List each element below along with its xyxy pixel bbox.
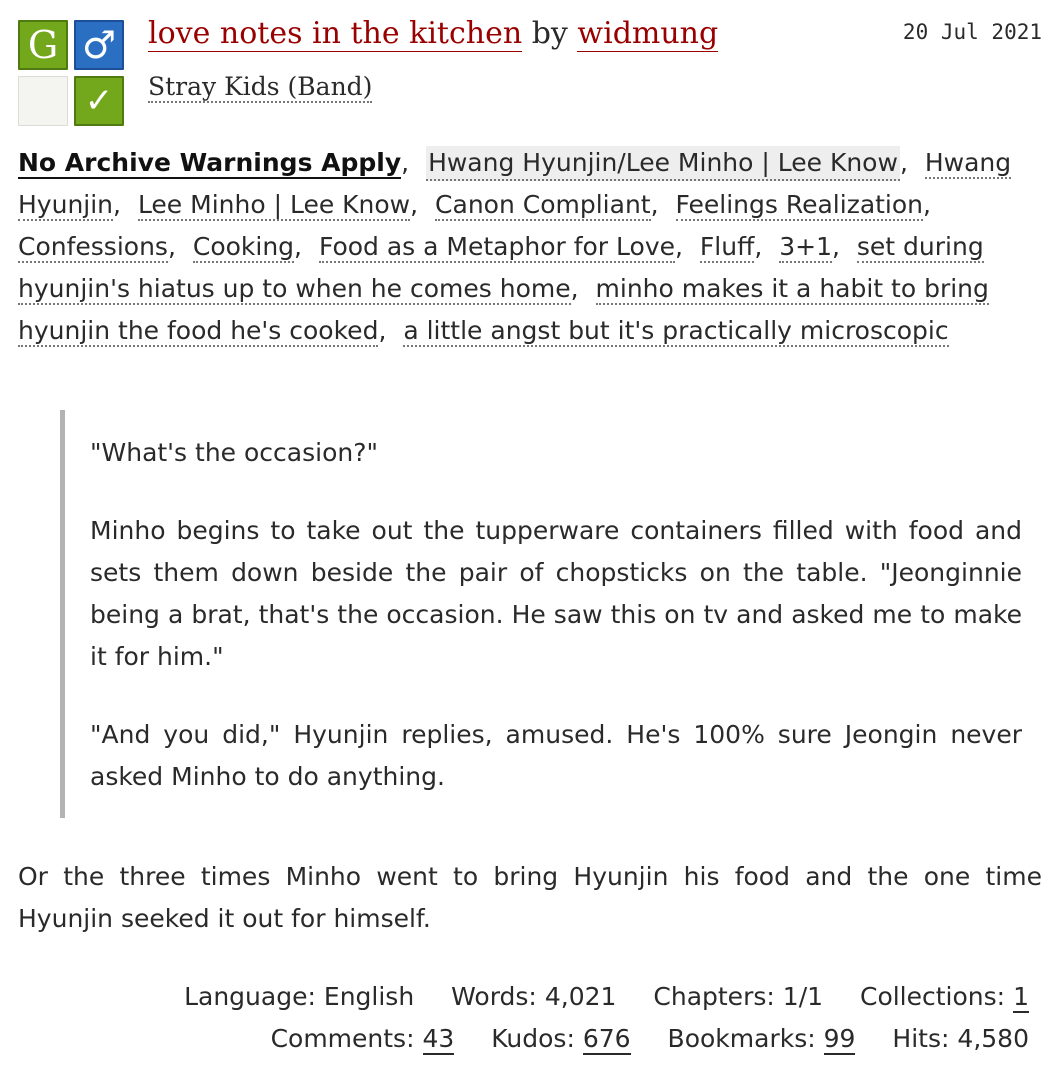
work-title-link[interactable]: love notes in the kitchen: [148, 16, 523, 51]
summary-paragraph: "And you did," Hyunjin replies, amused. He's 100% sure Jeongin never asked Minho to do anything.: [90, 720, 1022, 791]
fandom-link[interactable]: Stray Kids (Band): [148, 72, 373, 101]
tag-item: Lee Minho | Lee Know,: [137, 190, 419, 219]
fandom-tag: [148, 72, 372, 101]
m-m-category-icon[interactable]: ♂: [74, 20, 124, 70]
no-warnings-icon[interactable]: [18, 76, 68, 126]
stat-label: Hits:: [892, 1024, 950, 1053]
stat-words: [451, 982, 616, 1011]
stat-collections: [860, 982, 1029, 1011]
stat-label: Collections:: [859, 982, 1006, 1011]
freeform-tag[interactable]: Food as a Metaphor for Love: [318, 232, 675, 261]
tag-item: minho makes it a habit to bring hyunjin the food he's cooked,: [18, 274, 989, 345]
publish-date: 20 Jul 2021: [902, 20, 1042, 44]
freeform-tag[interactable]: a little angst but it's practically microscopic: [403, 316, 949, 345]
stat-value: 4,021: [544, 982, 617, 1011]
comments-link[interactable]: 43: [422, 1024, 455, 1053]
tag-item: 3+1,: [779, 232, 840, 261]
character-tag[interactable]: Hwang Hyunjin: [18, 148, 1012, 219]
freeform-tag[interactable]: Fluff: [699, 232, 755, 261]
summary-paragraph: "What's the occasion?": [90, 438, 378, 467]
summary-paragraph: Minho begins to take out the tupperware containers filled with food and sets them down beside the pair of chopsticks on the table. "Jeonginnie being a brat, that's the occasion. He saw this on tv and asked me to make it for him.": [90, 516, 1022, 671]
stat-bookmarks: [668, 1024, 856, 1053]
work-summary: [60, 410, 1022, 818]
tag-item: Hwang Hyunjin,: [18, 148, 1012, 219]
stat-chapters: [653, 982, 823, 1011]
work-header: [0, 0, 1062, 130]
tag-item: No Archive Warnings Apply,: [18, 148, 410, 177]
stat-label: Words:: [451, 982, 537, 1011]
stat-label: Bookmarks:: [667, 1024, 816, 1053]
tag-item: Cooking,: [192, 232, 302, 261]
bookmarks-link[interactable]: 99: [823, 1024, 856, 1053]
stat-language: [184, 982, 414, 1011]
freeform-tag[interactable]: Confessions: [18, 232, 168, 261]
tag-item: Feelings Realization,: [675, 190, 931, 219]
stat-value: English: [323, 982, 415, 1011]
work-notes: Or the three times Minho went to bring Hyunjin his food and the one time Hyunjin seeked it out for himself.: [18, 862, 1042, 933]
tag-item: Canon Compliant,: [435, 190, 659, 219]
tag-item: [403, 316, 948, 347]
tag-item: set during hyunjin's hiatus up to when he comes home,: [18, 232, 984, 303]
by-label: by: [531, 16, 568, 51]
warning-tag[interactable]: No Archive Warnings Apply: [18, 148, 402, 177]
freeform-tag[interactable]: Canon Compliant: [435, 190, 651, 219]
freeform-tag[interactable]: 3+1: [779, 232, 832, 261]
freeform-tag[interactable]: Cooking: [192, 232, 295, 261]
tag-item: Confessions,: [18, 232, 176, 261]
stat-value: 4,580: [957, 1024, 1029, 1053]
author-link[interactable]: widmung: [577, 16, 719, 51]
stat-comments: [271, 1024, 455, 1053]
stat-label: Kudos:: [491, 1024, 575, 1053]
tag-item: Food as a Metaphor for Love,: [318, 232, 683, 261]
character-tag[interactable]: Lee Minho | Lee Know: [137, 190, 411, 219]
freeform-tag[interactable]: set during hyunjin's hiatus up to when he comes home: [18, 232, 984, 303]
complete-work-icon[interactable]: ✓: [74, 76, 124, 126]
stat-kudos: [491, 1024, 630, 1053]
work-stats: [29, 976, 1029, 1060]
stat-value: 1/1: [782, 982, 824, 1011]
relationship-tag[interactable]: Hwang Hyunjin/Lee Minho | Lee Know: [426, 146, 900, 181]
freeform-tag[interactable]: minho makes it a habit to bring hyunjin the food he's cooked: [18, 274, 989, 345]
tag-item: Hwang Hyunjin/Lee Minho | Lee Know,: [426, 148, 917, 177]
tag-item: Fluff,: [699, 232, 763, 261]
work-heading: [148, 16, 718, 51]
required-tags-icons: [18, 20, 126, 128]
collections-link[interactable]: 1: [1013, 982, 1029, 1011]
kudos-link[interactable]: 676: [582, 1024, 631, 1053]
general-audiences-icon[interactable]: G: [18, 20, 68, 70]
freeform-tag[interactable]: Feelings Realization: [675, 190, 924, 219]
stat-label: Chapters:: [653, 982, 775, 1011]
tag-list: [18, 142, 1042, 352]
stat-label: Comments:: [270, 1024, 415, 1053]
stat-label: Language:: [184, 982, 316, 1011]
stat-hits: [892, 1024, 1029, 1053]
